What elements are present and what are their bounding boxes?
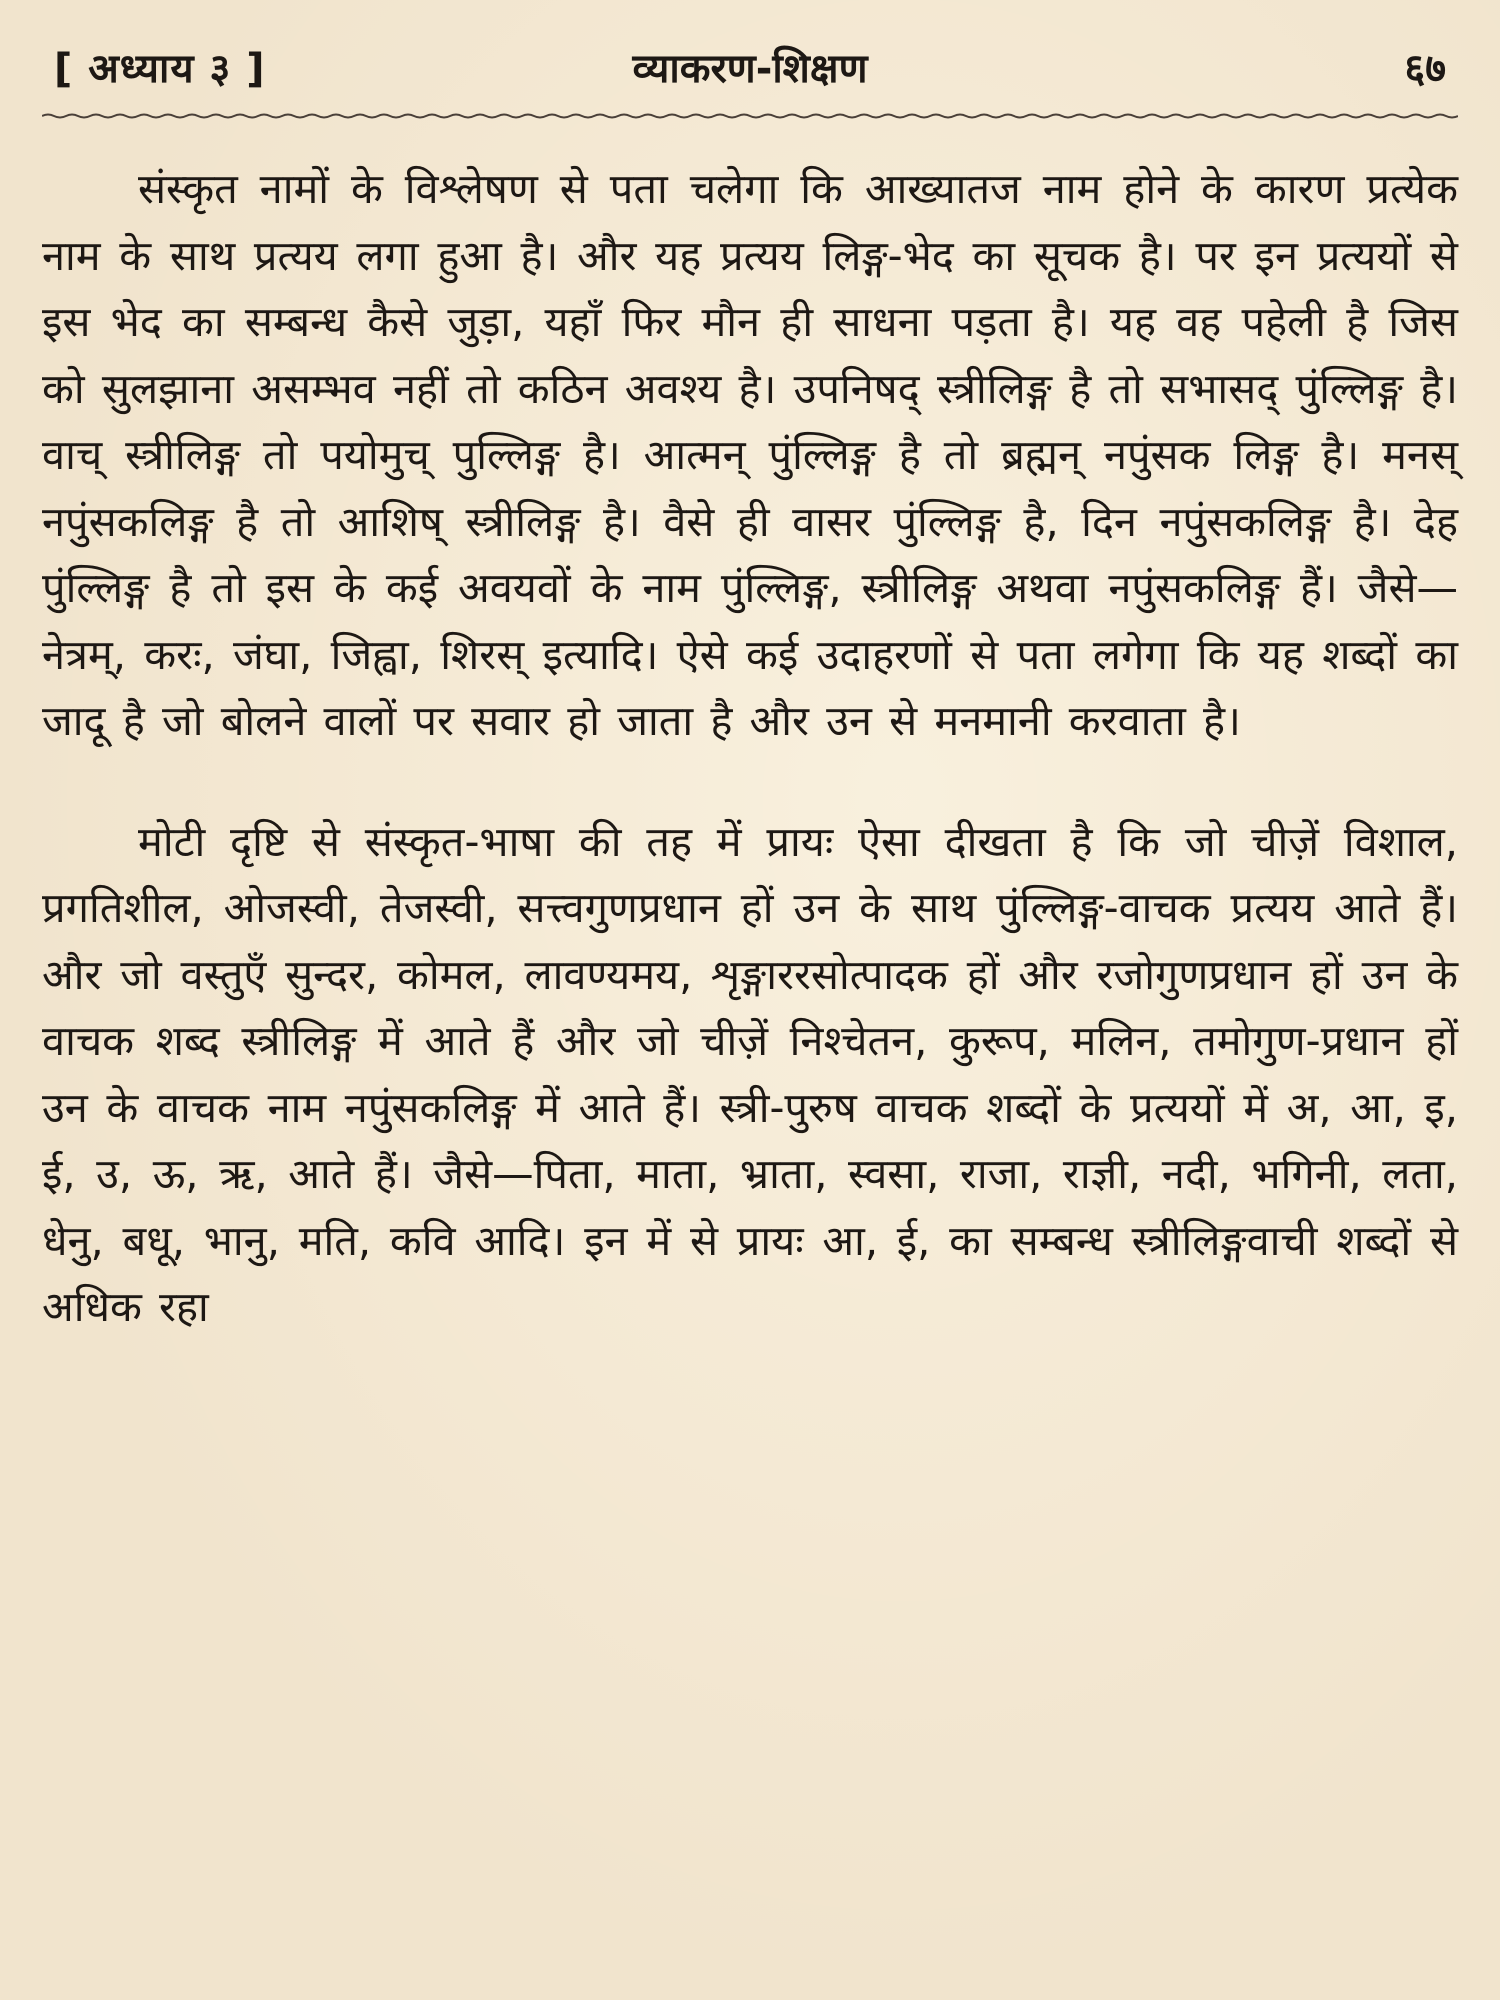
paragraph-1: संस्कृत नामों के विश्लेषण से पता चलेगा कि आख्यातज नाम होने के कारण प्रत्येक नाम के साथ प्रत्यय लगा हुआ है। और यह प्रत्यय लिङ्ग-भेद का सूचक है। पर इन प्रत्ययों से इस भेद का सम्बन्ध कैसे जुड़ा, यहाँ फिर मौन ही साधना पड़ता है। यह वह पहेली है जिस को सुलझाना असम्भव नहीं तो कठिन अवश्य है। उपनिषद् स्त्रीलिङ्ग है तो सभासद् पुंल्लिङ्ग है। वाच् स्त्रीलिङ्ग तो पयोमुच् पुल्लिङ्ग है। आत्मन् पुंल्लिङ्ग है तो ब्रह्मन् नपुंसक लिङ्ग है। मनस् नपुंसकलिङ्ग है तो आशिष् स्त्रीलिङ्ग है। वैसे ही वासर पुंल्लिङ्ग है, दिन नपुंसकलिङ्ग है। देह पुंल्लिङ्ग है तो इस के कई अवयवों के नाम पुंल्लिङ्ग, स्त्रीलिङ्ग अथवा नपुंसकलिङ्ग हैं। जैसे—नेत्रम्, करः, जंघा, जिह्वा, शिरस् इत्यादि। ऐसे कई उदाहरणों से पता लगेगा कि यह शब्दों का जादू है जो बोलने वालों पर सवार हो जाता है और उन से मनमानी करवाता है। xyxy=(42,164,1458,745)
wavy-rule xyxy=(42,104,1458,128)
running-head xyxy=(42,34,1458,104)
running-title: व्याकरण-शिक्षण xyxy=(632,46,868,92)
paragraph-2: मोटी दृष्टि से संस्कृत-भाषा की तह में प्रायः ऐसा दीखता है कि जो चीज़ें विशाल, प्रगतिशील, ओजस्वी, तेजस्वी, सत्त्वगुणप्रधान हों उन के साथ पुंल्लिङ्ग-वाचक प्रत्यय आते हैं। और जो वस्तुएँ सुन्दर, कोमल, लावण्यमय, शृङ्गाररसोत्पादक हों और रजोगुणप्रधान हों उन के वाचक शब्द स्त्रीलिङ्ग में आते हैं और जो चीज़ें निश्चेतन, कुरूप, मलिन, तमोगुण-प्रधान हों उन के वाचक नाम नपुंसकलिङ्ग में आते हैं। स्त्री-पुरुष वाचक शब्दों के प्रत्ययों में अ, आ, इ, ई, उ, ऊ, ऋ, आते हैं। जैसे—पिता, माता, भ्राता, स्वसा, राजा, राज्ञी, नदी, भगिनी, लता, धेनु, बधू, भानु, मति, कवि आदि। इन में से प्रायः आ, ई, का सम्बन्ध स्त्रीलिङ्गवाची शब्दों से अधिक रहा xyxy=(42,816,1458,1331)
page-number: ६७ xyxy=(1404,46,1446,92)
chapter-label: [ अध्याय ३ ] xyxy=(54,46,266,92)
